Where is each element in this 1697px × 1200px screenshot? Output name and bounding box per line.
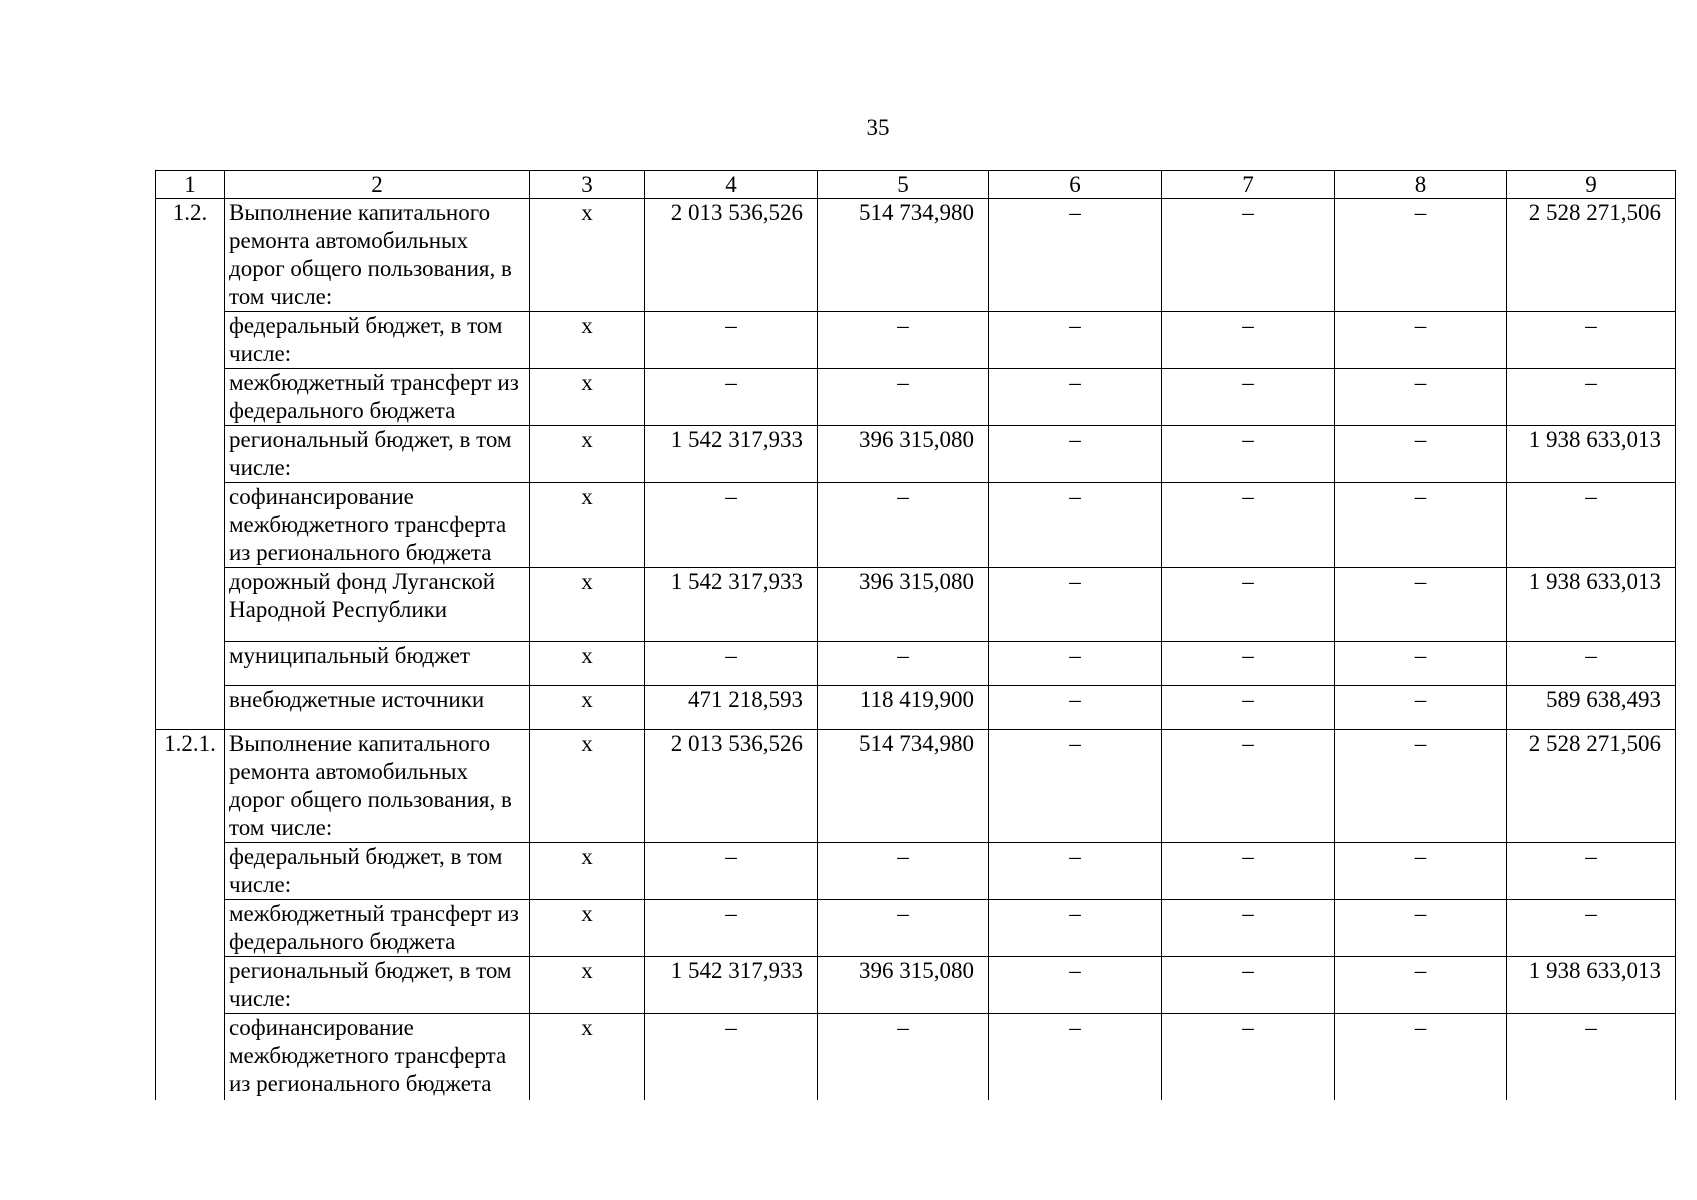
item-number: 1.2.1. — [156, 730, 225, 1100]
cell-col-5: 396 315,080 — [818, 426, 989, 483]
cell-col-5: – — [818, 369, 989, 426]
cell-col-3: х — [530, 1014, 645, 1100]
cell-col-8: – — [1335, 730, 1507, 843]
cell-col-8: – — [1335, 642, 1507, 686]
table-row — [156, 199, 1676, 312]
cell-col-6: – — [989, 568, 1162, 642]
cell-col-9: – — [1507, 843, 1676, 900]
table-row — [156, 686, 1676, 730]
cell-col-6: – — [989, 900, 1162, 957]
cell-col-7: – — [1162, 426, 1335, 483]
row-label: муниципальный бюджет — [225, 642, 530, 686]
cell-col-3: х — [530, 957, 645, 1014]
cell-col-8: – — [1335, 957, 1507, 1014]
cell-col-7: – — [1162, 730, 1335, 843]
cell-col-5: – — [818, 483, 989, 568]
table-row — [156, 843, 1676, 900]
cell-col-3: х — [530, 483, 645, 568]
cell-col-8: – — [1335, 426, 1507, 483]
cell-col-9: 1 938 633,013 — [1507, 957, 1676, 1014]
cell-col-4: 1 542 317,933 — [645, 568, 818, 642]
row-label: Выполнение капитального ремонта автомобильных дорог общего пользования, в том числе: — [225, 730, 530, 843]
cell-col-5: 118 419,900 — [818, 686, 989, 730]
cell-col-4: – — [645, 900, 818, 957]
row-label: региональный бюджет, в том числе: — [225, 957, 530, 1014]
cell-col-4: – — [645, 843, 818, 900]
cell-col-4: 2 013 536,526 — [645, 199, 818, 312]
cell-col-7: – — [1162, 642, 1335, 686]
row-label: региональный бюджет, в том числе: — [225, 426, 530, 483]
cell-col-7: – — [1162, 483, 1335, 568]
cell-col-6: – — [989, 426, 1162, 483]
cell-col-6: – — [989, 369, 1162, 426]
cell-col-7: – — [1162, 568, 1335, 642]
row-label: софинансирование межбюджетного трансферта из регионального бюджета — [225, 1014, 530, 1100]
row-label: межбюджетный трансферт из федерального бюджета — [225, 900, 530, 957]
table-row — [156, 900, 1676, 957]
column-header: 7 — [1162, 171, 1335, 199]
row-label: внебюджетные источники — [225, 686, 530, 730]
cell-col-6: – — [989, 199, 1162, 312]
table-row — [156, 568, 1676, 642]
cell-col-7: – — [1162, 369, 1335, 426]
cell-col-7: – — [1162, 957, 1335, 1014]
cell-col-4: – — [645, 1014, 818, 1100]
row-label: дорожный фонд Луганской Народной Республики — [225, 568, 530, 642]
table-row — [156, 426, 1676, 483]
cell-col-4: – — [645, 642, 818, 686]
cell-col-8: – — [1335, 369, 1507, 426]
cell-col-9: – — [1507, 369, 1676, 426]
cell-col-8: – — [1335, 568, 1507, 642]
table-row — [156, 730, 1676, 843]
cell-col-6: – — [989, 1014, 1162, 1100]
cell-col-7: – — [1162, 686, 1335, 730]
cell-col-4: 471 218,593 — [645, 686, 818, 730]
column-header: 2 — [225, 171, 530, 199]
cell-col-3: х — [530, 199, 645, 312]
cell-col-5: 396 315,080 — [818, 957, 989, 1014]
cell-col-6: – — [989, 843, 1162, 900]
cell-col-8: – — [1335, 483, 1507, 568]
cell-col-4: 2 013 536,526 — [645, 730, 818, 843]
row-label: софинансирование межбюджетного трансферта из регионального бюджета — [225, 483, 530, 568]
column-header-row — [156, 171, 1676, 199]
row-label: межбюджетный трансферт из федерального бюджета — [225, 369, 530, 426]
cell-col-3: х — [530, 568, 645, 642]
cell-col-3: х — [530, 730, 645, 843]
cell-col-9: 2 528 271,506 — [1507, 199, 1676, 312]
item-number: 1.2. — [156, 199, 225, 730]
row-label: федеральный бюджет, в том числе: — [225, 312, 530, 369]
cell-col-3: х — [530, 900, 645, 957]
cell-col-9: 1 938 633,013 — [1507, 426, 1676, 483]
cell-col-6: – — [989, 957, 1162, 1014]
cell-col-3: х — [530, 843, 645, 900]
table-row — [156, 483, 1676, 568]
cell-col-5: – — [818, 1014, 989, 1100]
cell-col-6: – — [989, 686, 1162, 730]
cell-col-6: – — [989, 730, 1162, 843]
cell-col-5: – — [818, 843, 989, 900]
cell-col-4: 1 542 317,933 — [645, 957, 818, 1014]
cell-col-9: – — [1507, 483, 1676, 568]
cell-col-9: – — [1507, 1014, 1676, 1100]
cell-col-6: – — [989, 312, 1162, 369]
cell-col-9: 1 938 633,013 — [1507, 568, 1676, 642]
cell-col-9: – — [1507, 642, 1676, 686]
cell-col-3: х — [530, 642, 645, 686]
cell-col-9: – — [1507, 900, 1676, 957]
cell-col-5: 514 734,980 — [818, 730, 989, 843]
cell-col-3: х — [530, 369, 645, 426]
column-header: 9 — [1507, 171, 1676, 199]
column-header: 8 — [1335, 171, 1507, 199]
column-header: 5 — [818, 171, 989, 199]
cell-col-3: х — [530, 686, 645, 730]
cell-col-7: – — [1162, 1014, 1335, 1100]
cell-col-4: – — [645, 369, 818, 426]
cell-col-9: 589 638,493 — [1507, 686, 1676, 730]
cell-col-6: – — [989, 642, 1162, 686]
cell-col-4: 1 542 317,933 — [645, 426, 818, 483]
row-label: федеральный бюджет, в том числе: — [225, 843, 530, 900]
column-header: 3 — [530, 171, 645, 199]
cell-col-5: – — [818, 900, 989, 957]
cell-col-9: – — [1507, 312, 1676, 369]
cell-col-4: – — [645, 483, 818, 568]
cell-col-5: – — [818, 312, 989, 369]
cell-col-8: – — [1335, 900, 1507, 957]
table-row — [156, 957, 1676, 1014]
column-header: 6 — [989, 171, 1162, 199]
table-row — [156, 642, 1676, 686]
column-header: 1 — [156, 171, 225, 199]
table-row — [156, 312, 1676, 369]
cell-col-9: 2 528 271,506 — [1507, 730, 1676, 843]
cell-col-5: – — [818, 642, 989, 686]
cell-col-7: – — [1162, 900, 1335, 957]
table-row — [156, 369, 1676, 426]
cell-col-8: – — [1335, 312, 1507, 369]
cell-col-7: – — [1162, 199, 1335, 312]
budget-table — [155, 170, 1676, 1100]
cell-col-6: – — [989, 483, 1162, 568]
cell-col-8: – — [1335, 686, 1507, 730]
row-label: Выполнение капитального ремонта автомобильных дорог общего пользования, в том числе: — [225, 199, 530, 312]
cell-col-8: – — [1335, 843, 1507, 900]
cell-col-8: – — [1335, 1014, 1507, 1100]
cell-col-7: – — [1162, 843, 1335, 900]
cell-col-3: х — [530, 426, 645, 483]
cell-col-7: – — [1162, 312, 1335, 369]
cell-col-5: 396 315,080 — [818, 568, 989, 642]
page-number: 35 — [866, 115, 890, 140]
cell-col-4: – — [645, 312, 818, 369]
column-header: 4 — [645, 171, 818, 199]
cell-col-3: х — [530, 312, 645, 369]
table-row — [156, 1014, 1676, 1100]
cell-col-8: – — [1335, 199, 1507, 312]
cell-col-5: 514 734,980 — [818, 199, 989, 312]
